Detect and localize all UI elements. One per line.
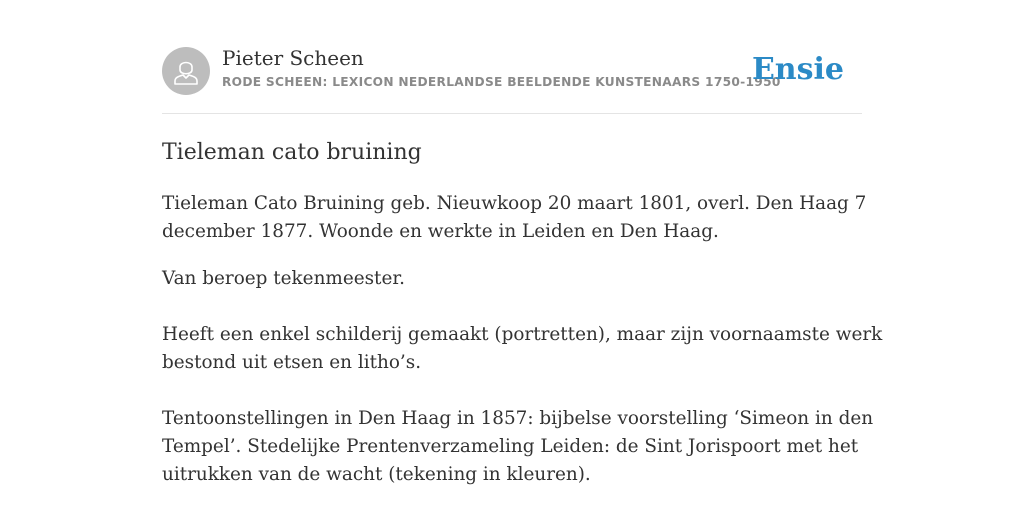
author-name[interactable]: Pieter Scheen: [222, 46, 364, 70]
paragraph-work: [162, 321, 883, 377]
ensie-logo[interactable]: Ensie: [751, 52, 844, 87]
user-icon: [162, 47, 210, 95]
avatar[interactable]: [162, 47, 210, 95]
spacer: [162, 293, 852, 321]
text-line: Tentoonstellingen in Den Haag in 1857: bijbelse voorstelling ‘Simeon in den: [162, 408, 874, 429]
spacer: [162, 377, 852, 405]
paragraph-exhibitions: [162, 405, 874, 489]
text-line: uitrukken van de wacht (tekening in kleuren).: [162, 464, 591, 485]
paragraph-birth-death: [162, 190, 867, 246]
text-line: bestond uit etsen en litho’s.: [162, 352, 422, 373]
article-title: Tieleman cato bruining: [162, 140, 422, 165]
text-line: Tieleman Cato Bruining geb. Nieuwkoop 20 maart 1801, overl. Den Haag 7: [162, 193, 867, 214]
header-divider: [162, 113, 862, 114]
text-line: december 1877. Woonde en werkte in Leiden en Den Haag.: [162, 221, 719, 242]
text-line: Heeft een enkel schilderij gemaakt (portretten), maar zijn voornaamste werk: [162, 324, 883, 345]
paragraph-profession: [162, 265, 852, 293]
source-label[interactable]: RODE SCHEEN: LEXICON NEDERLANDSE BEELDENDE KUNSTENAARS 1750-1950: [222, 75, 781, 89]
article-body: [162, 190, 883, 489]
article-header: [162, 46, 862, 96]
text-line: Tempel’. Stedelijke Prentenverzameling Leiden: de Sint Jorispoort met het: [162, 436, 859, 457]
text-line: Van beroep tekenmeester.: [162, 268, 405, 289]
